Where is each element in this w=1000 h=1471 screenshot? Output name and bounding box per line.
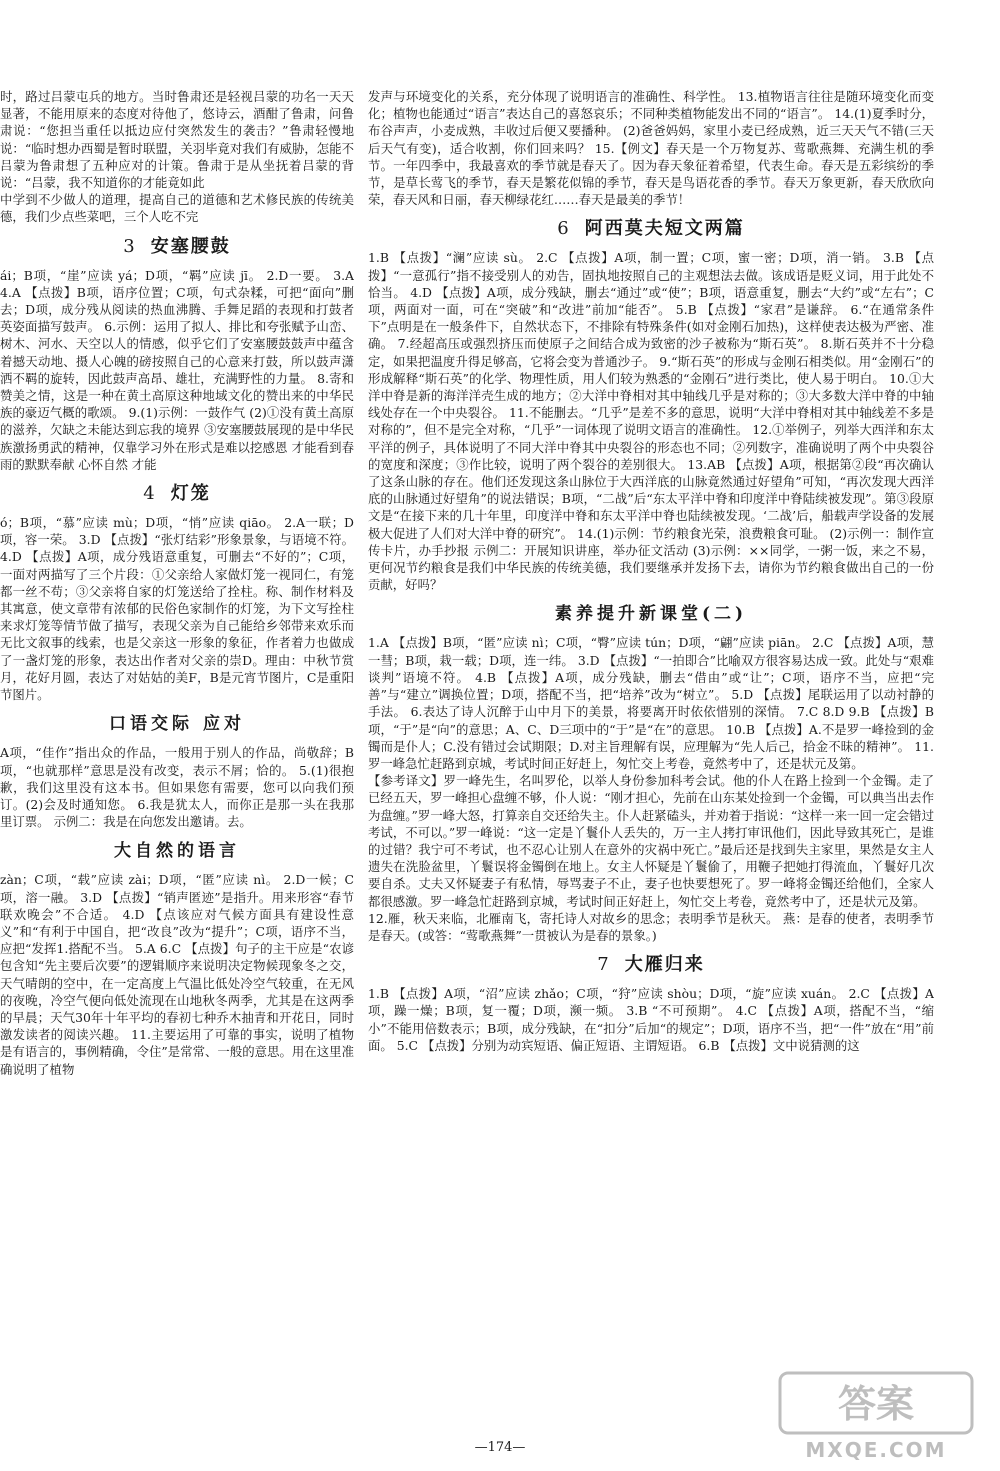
paragraph: 中学到不少做人的道理，提高自己的道德和艺术修民族的传统美德，我们少点些菜吧，三个人吃不完 (0, 192, 354, 225)
section-heading (0, 713, 354, 735)
section-heading (0, 483, 354, 505)
section-title: 口语交际 应对 (109, 714, 245, 735)
section-title: 大雁归来 (624, 954, 705, 976)
section-number: 4 (143, 483, 157, 505)
paragraph: ái；B项，“崖”应读 yá；D项，“羁”应读 jī。 2.D一要。 3.A 4.A 【点拨】B项，语序位置；C项，句式杂糅，可把“面向”删去；D项，成分残从阅读的热血沸腾、手舞足蹈的表现和打鼓者英姿面描写鼓声。 6.示例：运用了拟人、排比和夸张赋予山峦、树木、河水、天空以人的情感，似乎它们了安塞腰鼓鼓声中蕴含着撼天动地、摄人心魄的磅按照自己的心意来打鼓，所以鼓声潇洒不羁的旋转，因此鼓声高昂、雄壮，充满野性的力量。 8.寄和赞美之情，这是一种在黄土高原这种地域文化的赞出来的中华民族的豪迈气概的歌颂。 9.(1)示例：一鼓作气 (2)①没有黄土高原的滋养，欠缺之未能达到忘我的境界 ③安塞腰鼓展现的是中华民族激扬勇武的精神，仅靠学习外在形式是难以挖感恩 才能看到春雨的默默奉献 心怀自然 才能 (0, 267, 354, 472)
section-heading (0, 236, 354, 258)
paragraph: 1.B 【点拨】A项，“沼”应读 zhǎo；C项，“狩”应读 shòu；D项，“旋”应读 xuán。 2.C 【点拨】A项，躁一燥；B项，复一覆；D项，濒一频。 3.B “不可预期”。 4.C 【点拨】A项，搭配不当，“缩小”不能用倍数表示；B项，成分残缺，在“扣分”后加“的规定”；D项，语序不当，把“一件”放在“用”前面。 5.C 【点拨】分别为动宾短语、偏正短语、主谓短语。 6.B 【点拨】文中说猜测的这 (368, 986, 934, 1053)
section-heading (368, 603, 934, 625)
paragraph: 时，路过吕蒙屯兵的地方。当时鲁肃还是轻视吕蒙的功名一天天显著，不能用原来的态度对待他了，悠诗云，酒酣了鲁肃，问鲁肃说：“您担当重任以抵边应付突然发生的袭击？”鲁肃轻慢地说：“临时想办西蜀是暂时联盟，关羽毕竟对我们有威胁，怎能不吕蒙为鲁肃想了五种应对的计策。鲁肃于是从坐抚着吕蒙的背说：“吕蒙，我不知道你的才能竟如此 (0, 89, 354, 191)
watermark-bottom-text: MXQE.COM (805, 1438, 947, 1462)
section-title: 素养提升新课堂(二) (554, 604, 748, 625)
paragraph: 发声与环境变化的关系，充分体现了说明语言的准确性、科学性。 13.植物语言往往是随环境变化而变化；植物也能通过“语言”表达自己的喜怒哀乐；不同种类植物能发出不同的“语言”。 14.(1)夏季时分，布谷声声，小麦成熟，丰收过后便又要播种。 (2)爸爸妈妈，家里小麦已经成熟，近三天天气不错(三天后天气有变)，适合收割，你们回来吗？ 15.【例文】春天是一个万物复苏、莺歌燕舞、充满生机的季节。一年四季中，我最喜欢的季节就是春天了。因为春天象征着希望，代表生命。春天是五彩缤纷的季节，是草长莺飞的季节，春天是繁花似锦的季节，春天是鸟语花香的季节。春天万象更新，春天欣欣向荣，春天风和日丽，春天柳绿花红……春天是最美的季节！ (368, 89, 934, 208)
watermark-top-text: 答案 (837, 1382, 915, 1426)
paragraph: A项，“佳作”指出众的作品，一般用于别人的作品，尚敬辞；B项，“也就那样”意思是没有改变，表示不屑；恰的。 5.(1)很抱歉，我们这里没有这本书。但如果您有需要，您可以向我们预订。(2)会及时通知您。 6.我是犹太人，而你正是那一头在我那里订票。 示例二：我是在向您发出邀请。去。 (0, 745, 354, 830)
section-heading (368, 218, 934, 240)
left-column (0, 88, 354, 1078)
right-column (368, 88, 934, 1054)
section-title: 大自然的语言 (114, 841, 240, 862)
paragraph: 12.雁，秋天来临，北雁南飞，寄托诗人对故乡的思念；表明季节是秋天。 燕：是春的使者，表明季节是春天。(或答：“莺歌燕舞”一贯被认为是春的景象。) (368, 910, 934, 943)
translation-paragraph: 【参考译文】罗一峰先生，名叫罗伦，以举人身份参加科考会试。他的仆人在路上捡到一个金镯。走了已经五天，罗一峰担心盘缠不够，仆人说：“刚才担心，先前在山东某处捡到一个金镯，可以典当出去作为盘缠。”罗一峰大怒，打算亲自交还给失主。仆人赶紧磕头，并劝着于指说：“这样一来一回一定会错过考试，不可以。”罗一峰说：“这一定是丫鬟仆人丢失的，万一主人拷打审讯他们，因此导致其死亡，是谁的过错？我宁可不考试，也不忍心让别人在意外的灾祸中死亡。”最后还是找到失主家里，果然是女主人遗失在洗脸盆里，丫鬟误将金镯倒在地上。女主人怀疑是丫鬟偷了，用鞭子把她打得流血，丫鬟好几次要自杀。丈夫又怀疑妻子有私情，辱骂妻子不止，妻子也快要想死了。罗一峰将金镯还给他们，全家人都很感激。罗一峰急忙赶路到京城，考试时间正好赶上，匆忙交上考卷，竟然考中了，还是状元及第。 (368, 773, 934, 909)
section-title: 阿西莫夫短文两篇 (584, 218, 745, 240)
section-number: 6 (557, 218, 571, 240)
section-heading (368, 954, 934, 976)
paragraph: 1.A 【点拨】B项，“匿”应读 nì；C项，“臀”应读 tún；D项，“翩”应读 piān。 2.C 【点拨】A项，慧一彗；B项，栽一载；D项，连一纬。 3.D 【点拨】“一拍即合”比喻双方很容易达成一致。此处与“艰难谈判”语境不符。 4.B 【点拨】A项，成分残缺，删去“借由”或“让”；C项，语序不当，应把“完善”与“建立”调换位置；D项，搭配不当，把“培养”改为“树立”。 5.D 【点拨】尾联运用了以动衬静的手法。 6.表达了诗人沉醉于山中月下的美景，将要离开时依依惜别的深情。 7.C 8.D 9.B 【点拨】B项，“于”是“向”的意思；A、C、D三项中的“于”是“在”的意思。 10.B 【点拨】A.不是罗一峰捡到的金镯而是仆人；C.没有错过会试期限；D.对主旨理解有误，应理解为“先人后己，拾金不昧的精神”。 11.罗一峰急忙赶路到京城，考试时间正好赶上，匆忙交上考卷，竟然考中了，还是状元及第。 (368, 635, 934, 771)
section-heading (0, 840, 354, 862)
paragraph: ó；B项，“慕”应读 mù；D项，“悄”应读 qiāo。 2.A一联；D项，容一荣。 3.D 【点拨】“张灯结彩”形象景象，与语境不符。 4.D 【点拨】A项，成分残语意重复，可删去“不好的”；C项，一面对两描写了三个片段：①父亲给人家做灯笼一视同仁，有笼都一丝不苟；③父亲将自家的灯笼送给了拴柱。称、制作材料及其寓意，使文章带有浓郁的民俗色家制作的灯笼，为下文写拴柱来求灯笼等情节做了描写，表现父亲为自己能给乡邻带来欢乐而无比文叙事的线索，也是父亲这一形象的象征，作者着力也做成了一盏灯笼的形象，表达出作者对父亲的崇D。理由：中秋节赏月，花好月圆，表达了对姑姑的美F，B是元宵节图片，C是重阳节图片。 (0, 515, 354, 703)
watermark-logo (778, 1371, 974, 1463)
section-title: 灯笼 (170, 483, 211, 505)
section-title: 安塞腰鼓 (150, 235, 231, 257)
section-number: 3 (123, 235, 137, 257)
paragraph: 1.B 【点拨】“澜”应读 sù。 2.C 【点拨】A项，制一置；C项，蜜一密；D项，消一销。 3.B 【点拨】“一意孤行”指不接受别人的劝告，固执地按照自己的主观想法去做。该成语是贬义词，用于此处不恰当。 4.D 【点拨】A项，成分残缺，删去“通过”或“使”；B项，语意重复，删去“大约”或“左右”；C项，两面对一面，可在“突破”和“改进”前加“能否”。 5.B 【点拨】“家君”是谦辞。 6.“在通常条件下”点明是在一般条件下，自然状态下，不排除有特殊条件(如对金刚石加热)，这样使表达极为严密、准确。 7.经超高压或强烈挤压而使原子之间结合成为致密的沙子被称为“斯石英”。 8.斯石英并不十分稳定，如果把温度升得足够高，它将会变为普通沙子。 9.“斯石英”的形成与金刚石相类似。用“金刚石”的形成解释“斯石英”的化学、物理性质，用人们较为熟悉的“金刚石”进行类比，使人易于明白。 10.①大洋中脊是新的海洋洋壳生成的地方；②大洋中脊相对其中轴线几乎是对称的；③大多数大洋中脊的中轴线处存在一个中央裂谷。 11.不能删去。“几乎”是差不多的意思，说明“大洋中脊相对其中轴线差不多是对称的”，但不是完全对称，“几乎”一词体现了说明文语言的准确性。 12.①举例子，列举大西洋和东太平洋的例子，具体说明了不同大洋中脊其中央裂谷的形态也不同；②列数字，准确说明了两个中央裂谷的宽度和深度；③作比较，说明了两个裂谷的差别很大。 13.AB 【点拨】A项，根据第②段“再次确认了这条山脉的存在。他们还发现这条山脉位于大西洋底的山脉竟然通过好望角”可知，“再次发现大西洋底的山脉通过好望角”的说法错误；B项，“二战”后“东太平洋中脊和印度洋中脊陆续被发现”。第③段原文是“在接下来的几十年里，印度洋中脊和东太平洋中脊也陆续被发现。‘二战’后，船载声学设备的发展极大促进了人们对大洋中脊的研究”。 14.(1)示例：节约粮食光荣，浪费粮食可耻。 (2)示例一：制作宣传卡片，办手抄报 示例二：开展知识讲座，举办征文活动 (3)示例：××同学，一粥一饭，来之不易，更何况节约粮食是我们中华民族的传统美德，我们要继承并发扬下去，请你为节约粮食做出自己的一份贡献，好吗？ (368, 250, 934, 593)
section-number: 7 (597, 954, 611, 976)
paragraph: zàn；C项，“载”应读 zài；D项，“匿”应读 nì。 2.D一候；C项，溶一融。 3.D 【点拨】“销声匿迹”是指升。用来形容“春节联欢晚会”不合适。 4.D 【点该应对气候方面具有建设性意义”和“有利于中国自，把“改良”改为“提升”；C项，语序不当，应把“发挥1.搭配不当。 5.A 6.C 【点拨】句子的主干应是“农谚包含知“先主要后次要”的逻辑顺序来说明决定物候现象冬之交，天气晴朗的空中，在一定高度上气温比低处冷空气较重，在无风的夜晚，冷空气便向低处流现在山地秋冬两季，尤其是在这两季的早晨；天气30年十年平均的春初七种乔木抽青和开花日，同时激发读者的阅读兴趣。 11.主要运用了可靠的事实，说明了植物是有语言的，事例精确，令住”是常常、一般的意思。用在这里准确说明了植物 (0, 872, 354, 1077)
page-number: —174— (474, 1440, 526, 1455)
